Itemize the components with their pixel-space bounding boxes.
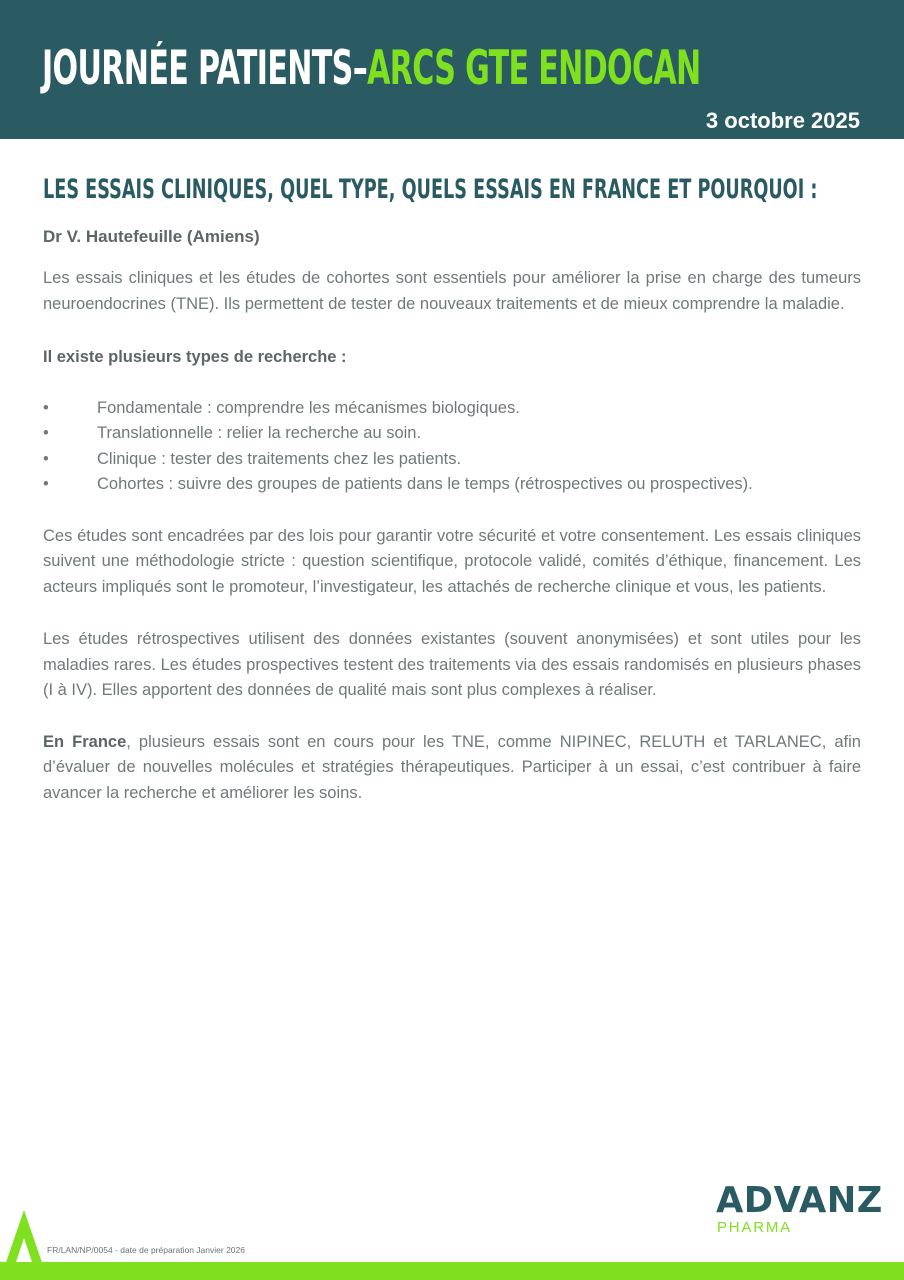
framework-paragraph: Ces études sont encadrées par des lois pour garantir votre sécurité et votre consentement. Les essais cliniques suivent une méthodologie stricte : question scientifique, protocole validé, comités d’éthique, financement. Les acteurs impliqués sont le promoteur, l’investigateur, les attachés de recherche clinique et vous, les patients. <box>43 526 861 596</box>
event-title-accent: ARCS GTE ENDOCAN <box>367 41 701 96</box>
page-header <box>0 0 904 139</box>
intro-paragraph: Les essais cliniques et les études de cohortes sont essentiels pour améliorer la prise en charge des tumeurs neuroendocrines (TNE). Ils permettent de tester de nouveaux traitements et de mieux comprendre la maladie. <box>43 269 861 313</box>
france-text: , plusieurs essais sont en cours pour les TNE, comme NIPINEC, RELUTH et TARLANEC, afin d’évaluer de nouvelles molécules et stratégies thérapeutiques. Participer à un essai, c’est contribuer à faire avancer la recherche et améliorer les soins. <box>43 732 861 802</box>
research-types-heading: Il existe plusieurs types de recherche : <box>43 348 347 366</box>
event-title-main: JOURNÉE PATIENTS– <box>42 41 368 96</box>
article <box>43 168 861 806</box>
list-item <box>43 472 861 498</box>
event-date: 3 octobre 2025 <box>705 108 860 133</box>
list-item-text: Clinique : tester des traitements chez les patients. <box>97 449 462 468</box>
list-item <box>43 396 861 422</box>
document-reference: FR/LAN/NP/0054 - date de préparation Janvier 2026 <box>47 1245 245 1255</box>
article-author: Dr V. Hautefeuille (Amiens) <box>43 227 260 246</box>
studies-paragraph: Les études rétrospectives utilisent des données existantes (souvent anonymisées) et sont utiles pour les maladies rares. Les études prospectives testent des traitements via des essais randomisés en plusieurs phases (I à IV). Elles apportent des données de qualité mais sont plus complexes à réaliser. <box>43 630 861 699</box>
event-title <box>42 34 701 104</box>
bullet-icon: • <box>43 424 49 442</box>
bullet-icon: • <box>43 475 49 493</box>
france-lead: En France <box>43 732 127 751</box>
bullet-icon: • <box>43 449 49 468</box>
list-item-text: Translationnelle : relier la recherche au soin. <box>97 424 422 442</box>
brand-name: ADVANZ <box>716 1180 883 1221</box>
brand-subtitle: PHARMA <box>717 1219 792 1236</box>
list-item-text: Cohortes : suivre des groupes de patients dans le temps (rétrospectives ou prospectives). <box>97 475 753 493</box>
article-title: LES ESSAIS CLINIQUES, QUEL TYPE, QUELS ESSAIS EN FRANCE ET POURQUOI : <box>43 174 818 205</box>
list-item <box>43 447 861 473</box>
footer-band <box>0 1262 904 1280</box>
france-paragraph <box>43 730 861 807</box>
list-item-text: Fondamentale : comprendre les mécanismes biologiques. <box>97 398 520 417</box>
research-types-list <box>43 396 861 498</box>
advanz-logo <box>716 1180 883 1240</box>
list-item <box>43 421 861 447</box>
bullet-icon: • <box>43 398 49 417</box>
